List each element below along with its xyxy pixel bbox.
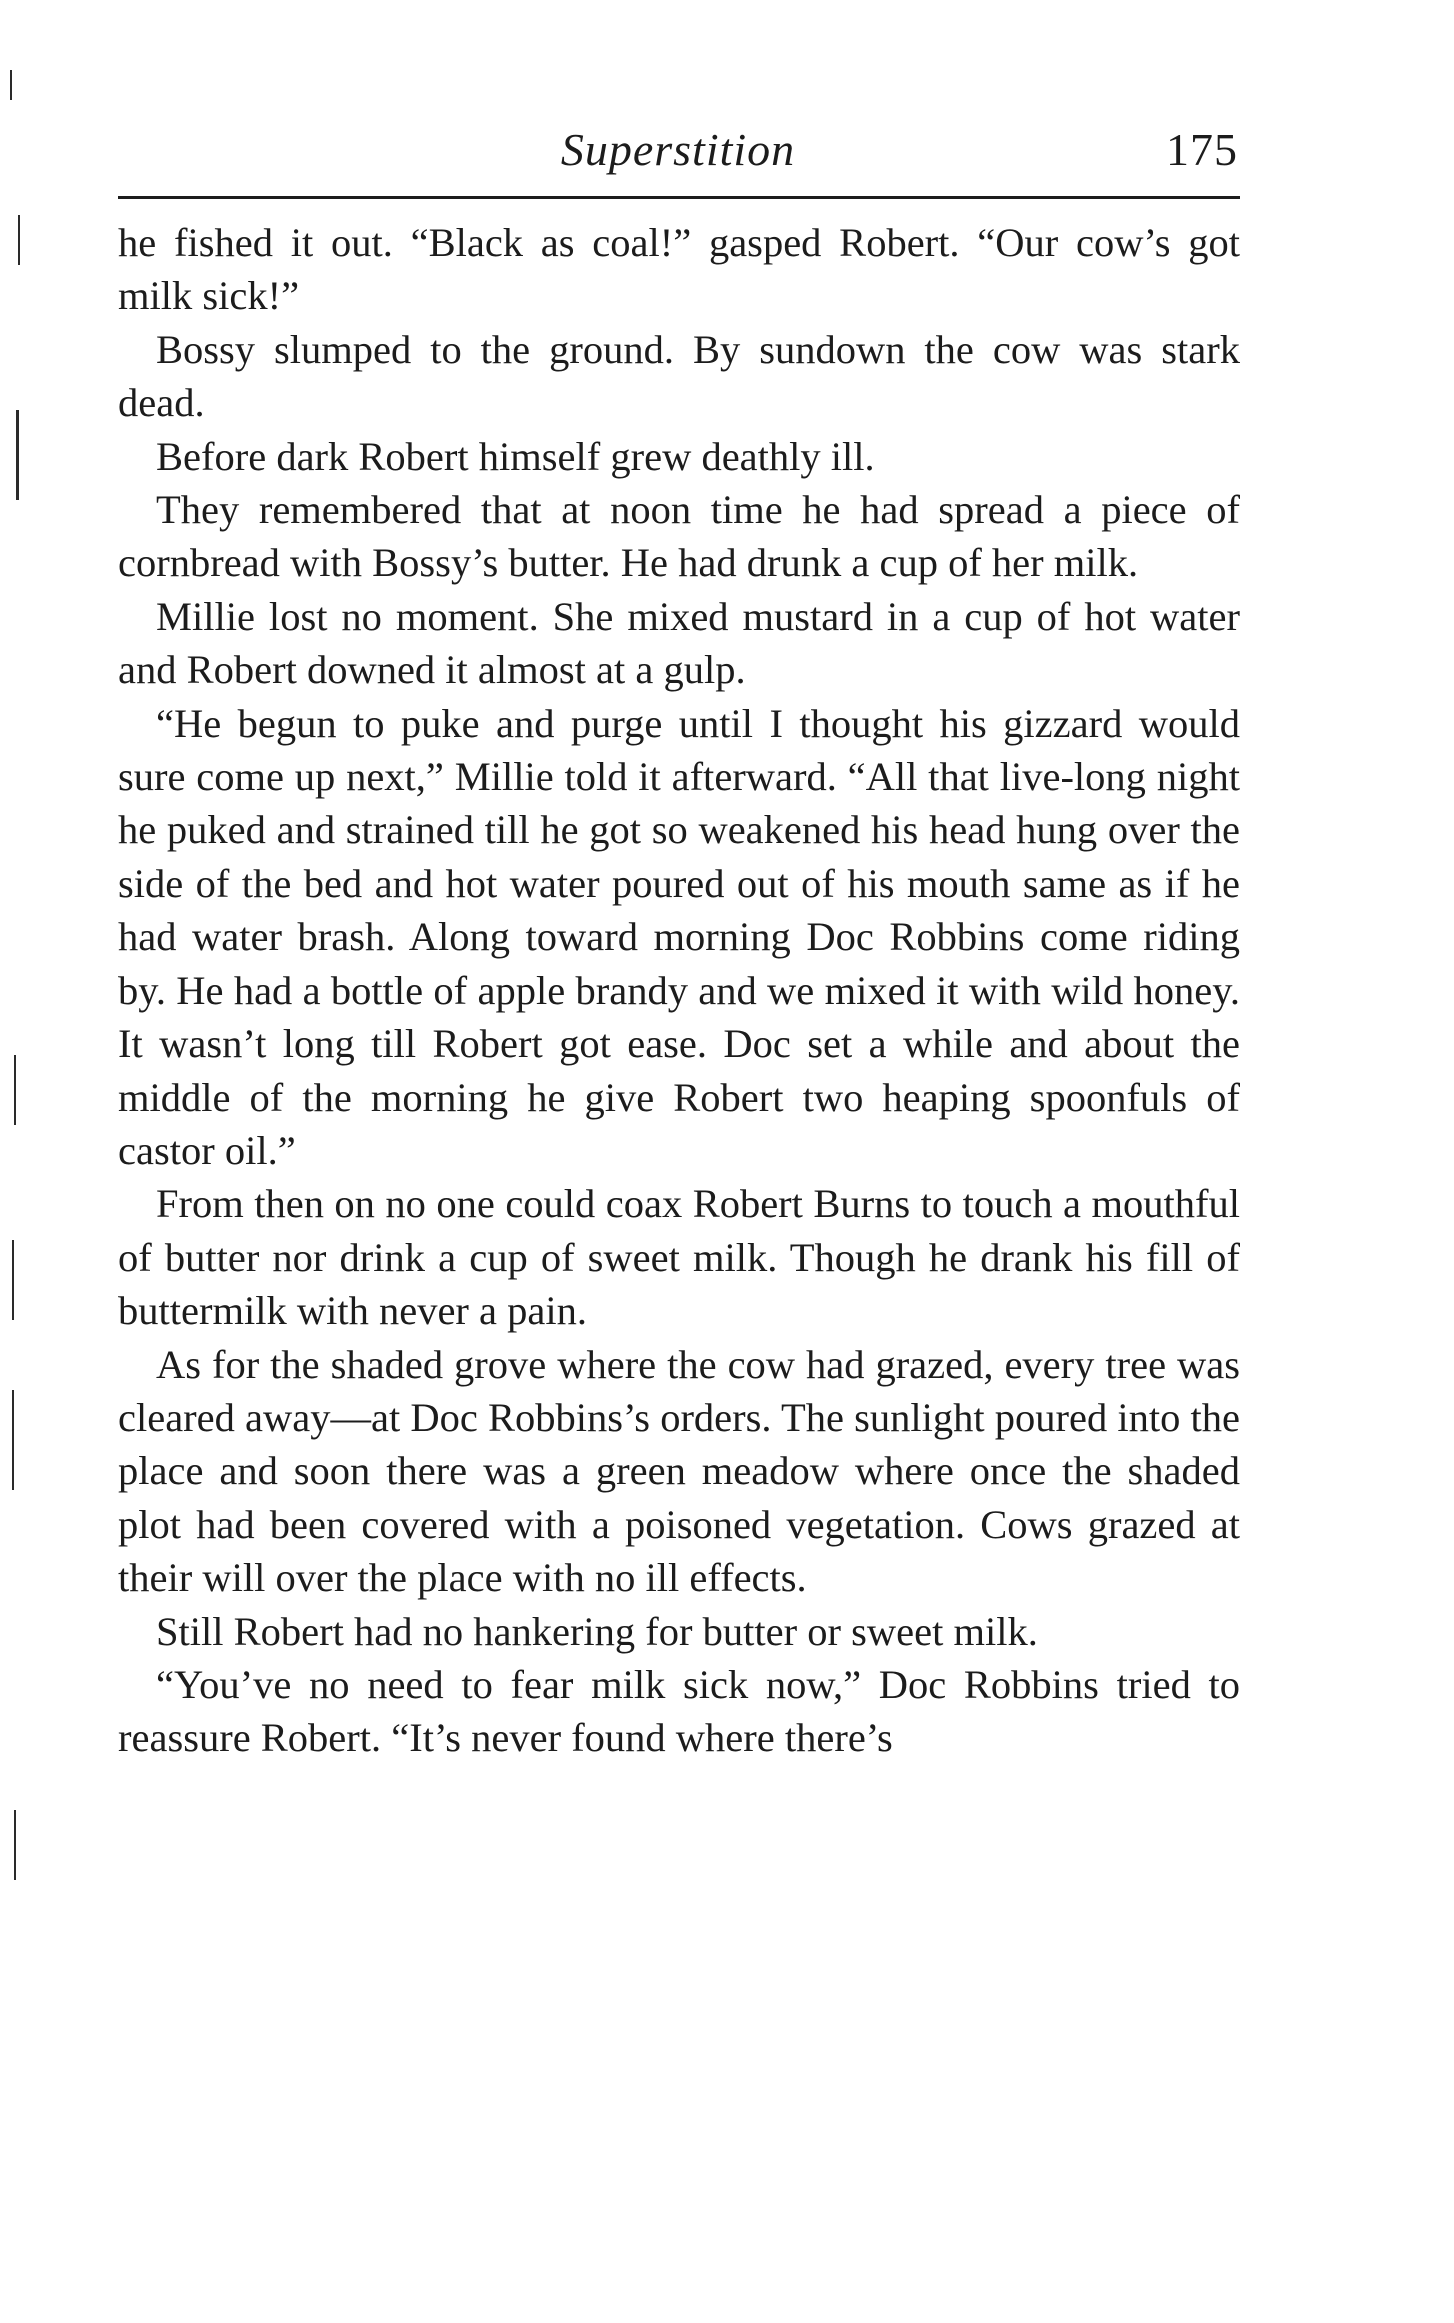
running-title: Superstition <box>560 124 796 175</box>
paragraph: They remembered that at noon time he had spread a piece of cornbread with Bossy’s butter. He had drunk a cup of her milk. <box>118 487 1240 586</box>
body-text <box>118 216 1240 1765</box>
paragraph: Still Robert had no hankering for butter or sweet milk. <box>156 1608 1038 1654</box>
header-rule <box>118 196 1240 199</box>
running-head <box>118 118 1238 198</box>
paragraph: As for the shaded grove where the cow had grazed, every tree was cleared away—at Doc Robbins’s orders. The sunlight poured into the place and soon there was a green meadow where once the shaded plot had been covered with a poisoned vegetation. Cows grazed at their will over the place with no ill effects. <box>118 1341 1240 1601</box>
paragraph: Before dark Robert himself grew deathly ill. <box>156 433 875 479</box>
paragraph: Bossy slumped to the ground. By sundown the cow was stark dead. <box>118 326 1240 426</box>
paragraph: “He begun to puke and purge until I thought his gizzard would sure come up next,” Millie told it afterward. “All that live-long night he puked and strained till he got so weakened his head hung over the side of the bed and hot water poured out of his mouth same as if he had water brash. Along toward morning Doc Robbins come riding by. He had a bottle of apple brandy and we mixed it with wild honey. It wasn’t long till Robert got ease. Doc set a while and about the middle of the morning he give Robert two heaping spoonfuls of castor oil.” <box>118 700 1240 1173</box>
scan-margin-marks <box>0 0 60 2323</box>
paragraph: he fished it out. “Black as coal!” gasped Robert. “Our cow’s got milk sick!” <box>118 220 1240 319</box>
paragraph: “You’ve no need to fear milk sick now,” Doc Robbins tried to reassure Robert. “It’s never found where there’s <box>118 1661 1240 1761</box>
paragraph: From then on no one could coax Robert Burns to touch a mouthful of butter nor drink a cup of sweet milk. Though he drank his fill of buttermilk with never a pain. <box>118 1181 1240 1334</box>
page-number: 175 <box>1166 124 1238 175</box>
paragraph: Millie lost no moment. She mixed mustard in a cup of hot water and Robert downed it almost at a gulp. <box>118 593 1240 693</box>
